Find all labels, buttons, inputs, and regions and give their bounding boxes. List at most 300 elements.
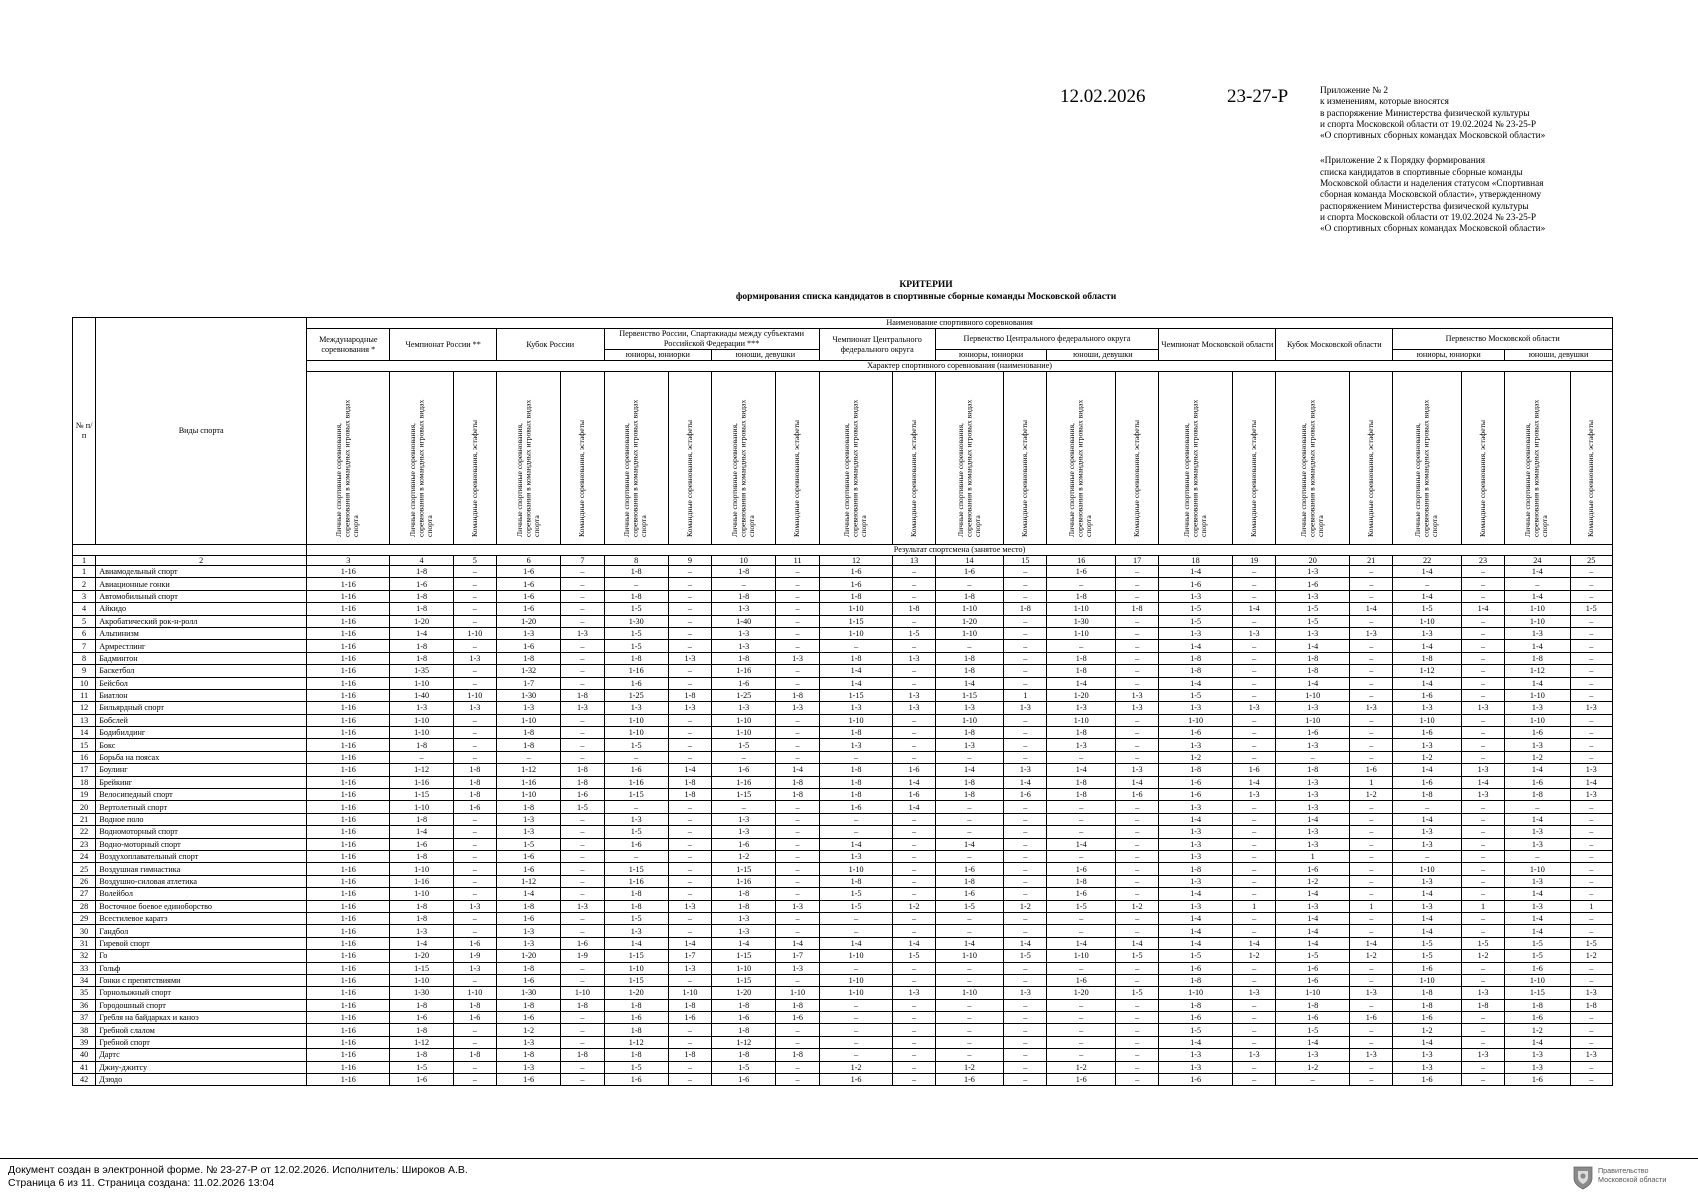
result-cell: 1-2 — [1116, 900, 1159, 912]
result-cell: 1-10 — [1505, 974, 1570, 986]
result-cell: – — [668, 1024, 711, 1036]
result-cell: 1-10 — [819, 627, 893, 639]
result-cell: – — [1350, 912, 1393, 924]
result-cell: – — [1004, 962, 1047, 974]
row-number: 2 — [73, 578, 96, 590]
table-row — [73, 727, 1613, 739]
result-cell: 1-5 — [604, 912, 668, 924]
result-cell: 1-6 — [1393, 689, 1462, 701]
result-cell: 1-8 — [935, 727, 1004, 739]
result-cell: – — [604, 751, 668, 763]
result-cell: 1-7 — [496, 677, 560, 689]
result-cell: 1-3 — [604, 925, 668, 937]
result-cell: – — [893, 1036, 935, 1048]
result-cell: 1-16 — [307, 566, 390, 578]
header-type-personal — [712, 372, 776, 545]
result-cell: 1-8 — [561, 999, 604, 1011]
result-cell: 1-6 — [496, 863, 560, 875]
column-number: 24 — [1505, 556, 1570, 566]
result-cell: – — [1350, 1074, 1393, 1086]
result-cell: – — [819, 962, 893, 974]
result-cell: 1-3 — [1159, 1061, 1233, 1073]
result-cell: 1-16 — [390, 776, 453, 788]
sport-name: Авиамодельный спорт — [96, 566, 307, 578]
header-type-personal — [1505, 372, 1570, 545]
result-cell: 1-4 — [1159, 813, 1233, 825]
header-type-label: Личные спортивные соревнования, соревнования в командных игровых видах спорта — [1181, 399, 1208, 537]
row-number: 41 — [73, 1061, 96, 1073]
table-row — [73, 1074, 1613, 1086]
result-cell: – — [819, 813, 893, 825]
result-cell: – — [893, 677, 935, 689]
column-number: 12 — [819, 556, 893, 566]
result-cell: 1-8 — [712, 1024, 776, 1036]
header-column-numbers — [73, 556, 1613, 566]
result-cell: 1-6 — [1047, 888, 1116, 900]
result-cell: 1-8 — [604, 1049, 668, 1061]
result-cell: – — [668, 1074, 711, 1086]
result-cell: 1-6 — [453, 801, 496, 813]
result-cell: 1-3 — [1505, 1061, 1570, 1073]
result-cell: 1-8 — [819, 789, 893, 801]
result-cell: – — [893, 863, 935, 875]
result-cell: 1-16 — [307, 727, 390, 739]
result-cell: – — [1047, 1036, 1116, 1048]
column-number: 8 — [604, 556, 668, 566]
result-cell: 1-8 — [819, 875, 893, 887]
result-cell: 1-3 — [1461, 764, 1504, 776]
result-cell: – — [1004, 652, 1047, 664]
result-cell: – — [893, 838, 935, 850]
result-cell: 1-3 — [1233, 627, 1276, 639]
result-cell: – — [561, 962, 604, 974]
sport-name: Дзюдо — [96, 1074, 307, 1086]
column-number: 17 — [1116, 556, 1159, 566]
result-cell: – — [893, 566, 935, 578]
result-cell: – — [561, 1036, 604, 1048]
result-cell: 1-8 — [1159, 999, 1233, 1011]
result-cell: – — [776, 677, 819, 689]
result-cell: 1-16 — [307, 714, 390, 726]
result-cell: – — [893, 640, 935, 652]
result-cell: – — [893, 962, 935, 974]
result-cell: 1-3 — [1159, 801, 1233, 813]
result-cell: 1-4 — [1159, 566, 1233, 578]
result-cell: 1-2 — [1233, 950, 1276, 962]
result-cell: 1-16 — [307, 999, 390, 1011]
result-cell: 1-6 — [1505, 1012, 1570, 1024]
result-cell: 1-10 — [712, 727, 776, 739]
result-cell: – — [1004, 826, 1047, 838]
result-cell: – — [776, 863, 819, 875]
result-cell: 1-16 — [307, 665, 390, 677]
result-cell: – — [1116, 1012, 1159, 1024]
result-cell: 1-4 — [893, 937, 935, 949]
header-type-label: Личные спортивные соревнования, соревнования в командных игровых видах спорта — [1298, 399, 1325, 537]
result-cell: 1-2 — [819, 1061, 893, 1073]
result-cell: 1-3 — [1276, 900, 1350, 912]
result-cell: 1-16 — [307, 826, 390, 838]
result-cell: – — [893, 813, 935, 825]
result-cell: 1-10 — [1047, 950, 1116, 962]
result-cell: – — [819, 640, 893, 652]
result-cell: 1-5 — [604, 739, 668, 751]
result-cell: 1 — [1276, 850, 1350, 862]
sport-name: Волейбол — [96, 888, 307, 900]
result-cell: 1-6 — [712, 1012, 776, 1024]
result-cell: – — [776, 850, 819, 862]
result-cell: 1-2 — [1047, 1061, 1116, 1073]
result-cell: – — [1004, 677, 1047, 689]
result-cell: – — [1570, 912, 1612, 924]
result-cell: 1-4 — [1393, 566, 1462, 578]
row-number: 34 — [73, 974, 96, 986]
result-cell: – — [1570, 962, 1612, 974]
result-cell: 1-5 — [893, 950, 935, 962]
result-cell: 1-6 — [1393, 776, 1462, 788]
result-cell: 1-6 — [819, 801, 893, 813]
result-cell: 1-12 — [712, 1036, 776, 1048]
result-cell: – — [1233, 652, 1276, 664]
result-cell: – — [453, 1074, 496, 1086]
result-cell: 1-8 — [390, 603, 453, 615]
header-sport: Виды спорта — [96, 318, 307, 545]
result-cell: – — [1116, 652, 1159, 664]
result-cell: 1-16 — [307, 987, 390, 999]
result-cell: 1-3 — [390, 702, 453, 714]
result-cell: – — [935, 578, 1004, 590]
result-cell: 1-4 — [1393, 677, 1462, 689]
result-cell: 1-4 — [1505, 1036, 1570, 1048]
result-cell: 1-3 — [1461, 702, 1504, 714]
header-type-label: Личные спортивные соревнования, соревнования в командных игровых видах спорта — [1413, 399, 1440, 537]
sport-name: Баскетбол — [96, 665, 307, 677]
result-cell: 1-10 — [1276, 714, 1350, 726]
header-type-team — [1350, 372, 1393, 545]
result-cell: – — [776, 888, 819, 900]
result-cell: 1-4 — [1276, 937, 1350, 949]
result-cell: 1-12 — [604, 1036, 668, 1048]
result-cell: – — [893, 850, 935, 862]
sport-name: Гиревой спорт — [96, 937, 307, 949]
result-cell: 1-6 — [935, 888, 1004, 900]
header-type-label: Командные соревнования, эстафеты — [1131, 419, 1141, 537]
table-row — [73, 789, 1613, 801]
result-cell: – — [1350, 801, 1393, 813]
result-cell: 1-8 — [668, 776, 711, 788]
result-cell: 1-15 — [819, 689, 893, 701]
result-cell: 1-8 — [668, 789, 711, 801]
result-cell: 1-2 — [1276, 1061, 1350, 1073]
result-cell: 1-3 — [1276, 702, 1350, 714]
result-cell: 1-5 — [1047, 900, 1116, 912]
result-cell: 1-20 — [390, 950, 453, 962]
result-cell: – — [1233, 689, 1276, 701]
result-cell: 1-16 — [604, 665, 668, 677]
result-cell: – — [1461, 962, 1504, 974]
result-cell: – — [893, 875, 935, 887]
result-cell: – — [1393, 578, 1462, 590]
result-cell: 1-8 — [893, 603, 935, 615]
result-cell: – — [1233, 727, 1276, 739]
result-cell: 1-6 — [496, 590, 560, 602]
header-type-label: Командные соревнования, эстафеты — [469, 419, 479, 537]
result-cell: – — [1004, 912, 1047, 924]
result-cell: 1-3 — [1004, 987, 1047, 999]
result-cell: 1-2 — [712, 850, 776, 862]
result-cell: 1-3 — [712, 627, 776, 639]
sport-name: Брейкинг — [96, 776, 307, 788]
result-cell: 1-3 — [1159, 1049, 1233, 1061]
sport-name: Горнолыжный спорт — [96, 987, 307, 999]
result-cell: 1-6 — [1505, 962, 1570, 974]
result-cell: – — [1116, 912, 1159, 924]
result-cell: 1-6 — [561, 789, 604, 801]
result-cell: – — [776, 751, 819, 763]
result-cell: 1-3 — [1393, 900, 1462, 912]
result-cell: 1-16 — [307, 888, 390, 900]
result-cell: 1-5 — [1570, 603, 1612, 615]
result-cell: – — [1116, 1061, 1159, 1073]
result-cell: 1-10 — [390, 974, 453, 986]
result-cell: 1-8 — [604, 900, 668, 912]
table-row — [73, 627, 1613, 639]
table-row — [73, 826, 1613, 838]
result-cell: – — [1004, 1061, 1047, 1073]
result-cell: 1-2 — [1004, 900, 1047, 912]
result-cell: 1-20 — [1047, 689, 1116, 701]
result-cell: 1-3 — [1505, 739, 1570, 751]
result-cell: – — [1461, 925, 1504, 937]
footer-line-2: Страница 6 из 11. Страница создана: 11.02.2026 13:04 — [8, 1177, 275, 1189]
result-cell: 1-4 — [1461, 776, 1504, 788]
result-cell: 1-16 — [307, 627, 390, 639]
result-cell: – — [453, 677, 496, 689]
result-cell: – — [893, 1024, 935, 1036]
result-cell: – — [1004, 999, 1047, 1011]
result-cell: 1-30 — [390, 987, 453, 999]
result-cell: – — [453, 826, 496, 838]
column-number: 15 — [1004, 556, 1047, 566]
result-cell: 1-8 — [390, 900, 453, 912]
appendix-note-block-2 — [1320, 156, 1680, 235]
result-cell: 1-4 — [1159, 937, 1233, 949]
result-cell: – — [1570, 739, 1612, 751]
header-type-label: Командные соревнования, эстафеты — [1585, 419, 1595, 537]
result-cell: 1-3 — [1159, 875, 1233, 887]
result-cell: – — [1116, 627, 1159, 639]
header-type-team — [561, 372, 604, 545]
result-cell: – — [561, 739, 604, 751]
sport-name: Гонки с препятствиями — [96, 974, 307, 986]
result-cell: 1-8 — [604, 652, 668, 664]
result-cell: 1-6 — [390, 1012, 453, 1024]
result-cell: – — [935, 925, 1004, 937]
header-type-personal — [1159, 372, 1233, 545]
result-cell: 1-4 — [1505, 590, 1570, 602]
result-cell: 1-6 — [390, 578, 453, 590]
result-cell: 1-5 — [1159, 689, 1233, 701]
result-cell: – — [1233, 615, 1276, 627]
header-age-juniors: юниоры, юниорки — [1393, 350, 1505, 361]
header-spacer — [73, 545, 307, 556]
table-row — [73, 776, 1613, 788]
result-cell: 1-16 — [712, 875, 776, 887]
result-cell: – — [496, 751, 560, 763]
header-type-personal — [307, 372, 390, 545]
result-cell: 1-3 — [1004, 702, 1047, 714]
header-type-label: Личные спортивные соревнования, соревнования в командных игровых видах спорта — [955, 399, 982, 537]
result-cell: 1-5 — [1461, 937, 1504, 949]
sport-name: Водномоторный спорт — [96, 826, 307, 838]
result-cell: – — [561, 850, 604, 862]
result-cell: 1-4 — [1233, 776, 1276, 788]
table-row — [73, 1024, 1613, 1036]
table-row — [73, 590, 1613, 602]
result-cell: 1-4 — [1505, 888, 1570, 900]
result-cell: – — [668, 590, 711, 602]
result-cell: 1-3 — [712, 912, 776, 924]
result-cell: 1-6 — [935, 566, 1004, 578]
result-cell: 1-6 — [1047, 863, 1116, 875]
result-cell: 1-4 — [1004, 776, 1047, 788]
result-cell: – — [1004, 751, 1047, 763]
result-cell: – — [1350, 739, 1393, 751]
result-cell: 1-5 — [819, 888, 893, 900]
result-cell: 1-3 — [453, 900, 496, 912]
table-row — [73, 665, 1613, 677]
result-cell: 1-5 — [1116, 950, 1159, 962]
header-age-youth: юноши, девушки — [712, 350, 820, 361]
result-cell: 1-9 — [561, 950, 604, 962]
result-cell: 1-4 — [1159, 912, 1233, 924]
result-cell: 1-6 — [668, 1012, 711, 1024]
table-row — [73, 677, 1613, 689]
result-cell: 1-3 — [1276, 801, 1350, 813]
result-cell: – — [1116, 615, 1159, 627]
result-cell: 1 — [1233, 900, 1276, 912]
result-cell: 1-10 — [1159, 714, 1233, 726]
result-cell: 1-5 — [1505, 937, 1570, 949]
result-cell: 1-6 — [496, 578, 560, 590]
result-cell: 1-10 — [1505, 689, 1570, 701]
result-cell: – — [1116, 974, 1159, 986]
result-cell: – — [1350, 888, 1393, 900]
result-cell: 1-6 — [712, 838, 776, 850]
result-cell: – — [819, 751, 893, 763]
result-cell: – — [1116, 578, 1159, 590]
result-cell: 1-4 — [1505, 813, 1570, 825]
result-cell: 1-3 — [893, 702, 935, 714]
result-cell: 1-8 — [390, 590, 453, 602]
header-type-label: Командные соревнования, эстафеты — [684, 419, 694, 537]
table-row — [73, 838, 1613, 850]
result-cell: – — [1350, 590, 1393, 602]
result-cell: – — [1004, 590, 1047, 602]
result-cell: – — [893, 974, 935, 986]
result-cell: – — [1350, 999, 1393, 1011]
result-cell: 1-4 — [1276, 677, 1350, 689]
result-cell: – — [893, 912, 935, 924]
result-cell: 1-5 — [604, 603, 668, 615]
result-cell: – — [819, 925, 893, 937]
document-footer — [8, 1164, 468, 1190]
sport-name: Биатлон — [96, 689, 307, 701]
result-cell: 1-3 — [496, 627, 560, 639]
header-age-juniors: юниоры, юниорки — [935, 350, 1047, 361]
result-cell: 1-6 — [1116, 789, 1159, 801]
result-cell: 1-16 — [307, 900, 390, 912]
result-cell: 1-3 — [1159, 739, 1233, 751]
result-cell: 1-4 — [1350, 603, 1393, 615]
sport-name: Борьба на поясах — [96, 751, 307, 763]
result-cell: – — [1570, 850, 1612, 862]
result-cell: – — [935, 813, 1004, 825]
result-cell: 1-5 — [604, 640, 668, 652]
result-cell: – — [1350, 1024, 1393, 1036]
appendix-note-block-1 — [1320, 86, 1680, 142]
result-cell: 1-6 — [496, 912, 560, 924]
result-cell: 1-16 — [307, 739, 390, 751]
result-cell: 1-2 — [1350, 950, 1393, 962]
result-cell: – — [453, 838, 496, 850]
result-cell: 1-4 — [1505, 764, 1570, 776]
result-cell: 1-5 — [1276, 1024, 1350, 1036]
result-cell: – — [1570, 1012, 1612, 1024]
result-cell: 1-3 — [712, 640, 776, 652]
result-cell: – — [1570, 578, 1612, 590]
result-cell: 1-32 — [496, 665, 560, 677]
result-cell: – — [1116, 1074, 1159, 1086]
result-cell: – — [1047, 801, 1116, 813]
result-cell: – — [453, 813, 496, 825]
result-cell: – — [1116, 1024, 1159, 1036]
row-number: 16 — [73, 751, 96, 763]
result-cell: 1-3 — [1276, 838, 1350, 850]
row-number: 23 — [73, 838, 96, 850]
result-cell: 1-4 — [1004, 937, 1047, 949]
sport-name: Воздушная гимнастика — [96, 863, 307, 875]
result-cell: 1-16 — [307, 652, 390, 664]
result-cell: 1-3 — [496, 925, 560, 937]
result-cell: – — [604, 850, 668, 862]
result-cell: 1-8 — [390, 850, 453, 862]
result-cell: 1 — [1461, 900, 1504, 912]
result-cell: – — [453, 714, 496, 726]
result-cell: – — [776, 627, 819, 639]
result-cell: 1-5 — [390, 1061, 453, 1073]
header-type-team — [776, 372, 819, 545]
result-cell: 1-3 — [1505, 1049, 1570, 1061]
result-cell: 1-4 — [819, 665, 893, 677]
result-cell: 1-3 — [496, 813, 560, 825]
result-cell: – — [1350, 665, 1393, 677]
result-cell: 1-8 — [604, 1024, 668, 1036]
result-cell: – — [1570, 925, 1612, 937]
sport-name: Дартс — [96, 1049, 307, 1061]
result-cell: – — [935, 962, 1004, 974]
sport-name: Воздухоплавательный спорт — [96, 850, 307, 862]
result-cell: 1-16 — [307, 974, 390, 986]
result-cell: – — [1116, 665, 1159, 677]
result-cell: 1-16 — [307, 950, 390, 962]
result-cell: – — [1233, 578, 1276, 590]
result-cell: 1-8 — [496, 801, 560, 813]
result-cell: – — [453, 850, 496, 862]
result-cell: 1-15 — [712, 950, 776, 962]
appendix-line: распоряжением Министерства физической культуры — [1320, 201, 1529, 212]
table-row — [73, 739, 1613, 751]
